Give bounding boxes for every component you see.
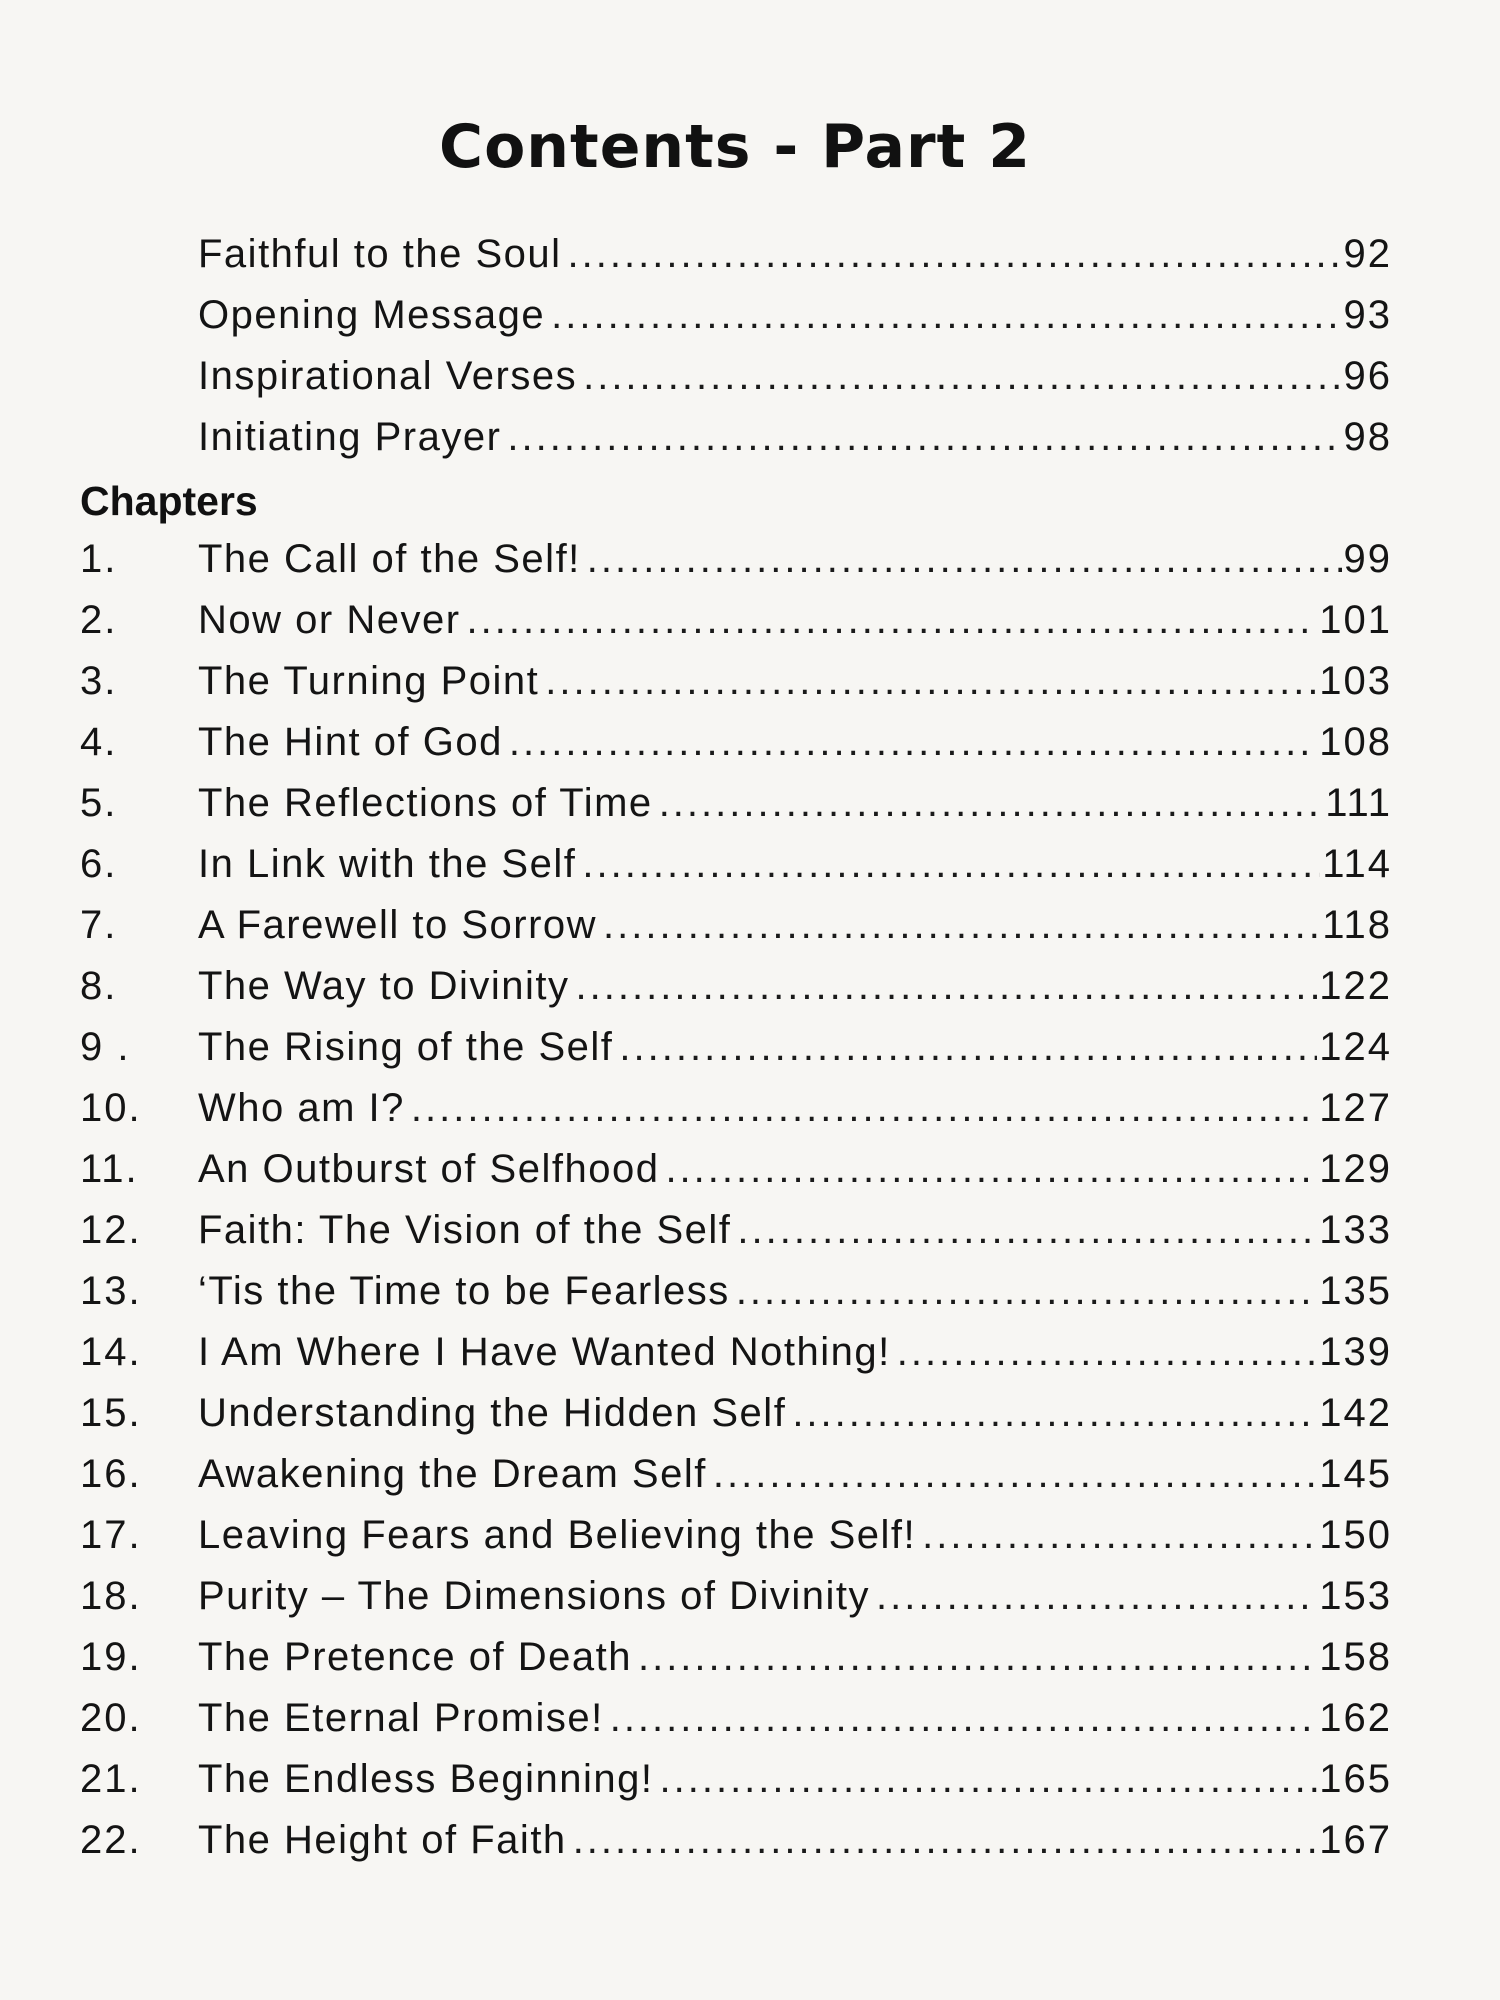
dot-leader: [737, 1208, 1317, 1253]
dot-leader: [587, 537, 1342, 582]
chapter-number: 7.: [80, 903, 118, 947]
chapter-number: 5.: [80, 781, 118, 825]
toc-entry[interactable]: [80, 659, 1392, 709]
entry-title: The Height of Faith: [198, 1818, 567, 1862]
entry-page: 124: [1319, 1025, 1392, 1069]
entry-title: The Endless Beginning!: [198, 1757, 654, 1801]
dot-leader: [582, 842, 1320, 887]
dot-leader: [603, 903, 1320, 948]
toc-entry[interactable]: [80, 1818, 1392, 1868]
entry-title: Now or Never: [198, 598, 461, 642]
entry-title: The Eternal Promise!: [198, 1696, 604, 1740]
entry-title: The Call of the Self!: [198, 537, 581, 581]
chapter-number: 15.: [80, 1391, 142, 1435]
entry-title: Initiating Prayer: [198, 415, 502, 459]
toc-entry[interactable]: [80, 293, 1392, 343]
chapter-number: 17.: [80, 1513, 142, 1557]
entry-page: 103: [1319, 659, 1392, 703]
entry-page: 108: [1319, 720, 1392, 764]
dot-leader: [660, 1757, 1318, 1802]
chapter-number: 4.: [80, 720, 118, 764]
toc-entry[interactable]: [80, 537, 1392, 587]
entry-page: 165: [1319, 1757, 1392, 1801]
toc-entry[interactable]: [80, 1635, 1392, 1685]
chapter-number: 3.: [80, 659, 118, 703]
entry-title: A Farewell to Sorrow: [198, 903, 598, 947]
entry-page: 135: [1319, 1269, 1392, 1313]
entry-page: 122: [1319, 964, 1392, 1008]
toc-entry[interactable]: [80, 1391, 1392, 1441]
dot-leader: [665, 1147, 1317, 1192]
dot-leader: [659, 781, 1324, 826]
entry-page: 162: [1319, 1696, 1392, 1740]
entry-title: The Pretence of Death: [198, 1635, 632, 1679]
chapter-number: 2.: [80, 598, 118, 642]
toc-entry[interactable]: [80, 720, 1392, 770]
dot-leader: [576, 964, 1318, 1009]
entry-title: In Link with the Self: [198, 842, 577, 886]
entry-title: Awakening the Dream Self: [198, 1452, 707, 1496]
dot-leader: [792, 1391, 1317, 1436]
toc-entry[interactable]: [80, 354, 1392, 404]
entry-page: 133: [1319, 1208, 1392, 1252]
toc-entry[interactable]: [80, 1696, 1392, 1746]
entry-title: Faithful to the Soul: [198, 232, 562, 276]
toc-entry[interactable]: [80, 1208, 1392, 1258]
entry-page: 111: [1325, 781, 1392, 825]
chapter-number: 21.: [80, 1757, 142, 1801]
entry-page: 101: [1319, 598, 1392, 642]
entry-page: 167: [1319, 1818, 1392, 1862]
chapter-number: 19.: [80, 1635, 142, 1679]
toc-entry[interactable]: [80, 1269, 1392, 1319]
toc-entry[interactable]: [80, 1025, 1392, 1075]
chapter-number: 9 .: [80, 1025, 131, 1069]
entry-page: 99: [1343, 537, 1392, 581]
entry-title: The Rising of the Self: [198, 1025, 614, 1069]
dot-leader: [411, 1086, 1317, 1131]
entry-page: 129: [1319, 1147, 1392, 1191]
entry-page: 98: [1343, 415, 1392, 459]
dot-leader: [713, 1452, 1317, 1497]
entry-page: 142: [1319, 1391, 1392, 1435]
dot-leader: [551, 293, 1341, 338]
dot-leader: [619, 1025, 1317, 1070]
chapter-number: 6.: [80, 842, 118, 886]
chapter-number: 11.: [80, 1147, 139, 1191]
entry-title: An Outburst of Selfhood: [198, 1147, 660, 1191]
dot-leader: [573, 1818, 1318, 1863]
chapter-number: 8.: [80, 964, 118, 1008]
toc-entry[interactable]: [80, 232, 1392, 282]
dot-leader: [583, 354, 1341, 399]
entry-title: Leaving Fears and Believing the Self!: [198, 1513, 917, 1557]
entry-title: Inspirational Verses: [198, 354, 578, 398]
chapter-number: 14.: [80, 1330, 142, 1374]
chapter-number: 22.: [80, 1818, 142, 1862]
entry-title: Opening Message: [198, 293, 546, 337]
toc-entry[interactable]: [80, 1513, 1392, 1563]
chapter-number: 18.: [80, 1574, 142, 1618]
entry-page: 158: [1319, 1635, 1392, 1679]
toc-entry[interactable]: [80, 1330, 1392, 1380]
dot-leader: [736, 1269, 1317, 1314]
entry-page: 96: [1343, 354, 1392, 398]
dot-leader: [610, 1696, 1318, 1741]
entry-page: 139: [1319, 1330, 1392, 1374]
entry-page: 145: [1319, 1452, 1392, 1496]
toc-entry[interactable]: [80, 1452, 1392, 1502]
toc-entry[interactable]: [80, 842, 1392, 892]
entry-page: 114: [1322, 842, 1392, 886]
dot-leader: [568, 232, 1342, 277]
entry-page: 118: [1322, 903, 1392, 947]
entry-title: The Turning Point: [198, 659, 540, 703]
chapters-heading: Chapters: [80, 478, 258, 524]
entry-title: ‘Tis the Time to be Fearless: [198, 1269, 730, 1313]
toc-entry[interactable]: [80, 1147, 1392, 1197]
chapter-number: 10.: [80, 1086, 142, 1130]
entry-page: 92: [1343, 232, 1392, 276]
entry-title: Faith: The Vision of the Self: [198, 1208, 732, 1252]
dot-leader: [467, 598, 1318, 643]
toc-entry[interactable]: [80, 415, 1392, 465]
entry-title: I Am Where I Have Wanted Nothing!: [198, 1330, 891, 1374]
dot-leader: [922, 1513, 1317, 1558]
entry-page: 127: [1319, 1086, 1392, 1130]
chapter-number: 16.: [80, 1452, 142, 1496]
entry-page: 93: [1343, 293, 1392, 337]
toc-entry[interactable]: [80, 598, 1392, 648]
page-title: Contents - Part 2: [439, 112, 1031, 182]
entry-title: Purity – The Dimensions of Divinity: [198, 1574, 870, 1618]
toc-entry[interactable]: [80, 1757, 1392, 1807]
entry-title: The Hint of God: [198, 720, 503, 764]
toc-entry[interactable]: [80, 1574, 1392, 1624]
toc-entry[interactable]: [80, 903, 1392, 953]
chapter-number: 20.: [80, 1696, 142, 1740]
chapter-number: 13.: [80, 1269, 142, 1313]
toc-entry[interactable]: [80, 1086, 1392, 1136]
entry-page: 153: [1319, 1574, 1392, 1618]
entry-page: 150: [1319, 1513, 1392, 1557]
entry-title: Understanding the Hidden Self: [198, 1391, 787, 1435]
entry-title: The Reflections of Time: [198, 781, 653, 825]
dot-leader: [545, 659, 1317, 704]
dot-leader: [897, 1330, 1318, 1375]
chapter-number: 1.: [80, 537, 118, 581]
dot-leader: [507, 415, 1341, 460]
entry-title: The Way to Divinity: [198, 964, 570, 1008]
dot-leader: [638, 1635, 1317, 1680]
dot-leader: [509, 720, 1317, 765]
entry-title: Who am I?: [198, 1086, 405, 1130]
toc-entry[interactable]: [80, 964, 1392, 1014]
chapter-number: 12.: [80, 1208, 142, 1252]
dot-leader: [876, 1574, 1317, 1619]
toc-entry[interactable]: [80, 781, 1392, 831]
